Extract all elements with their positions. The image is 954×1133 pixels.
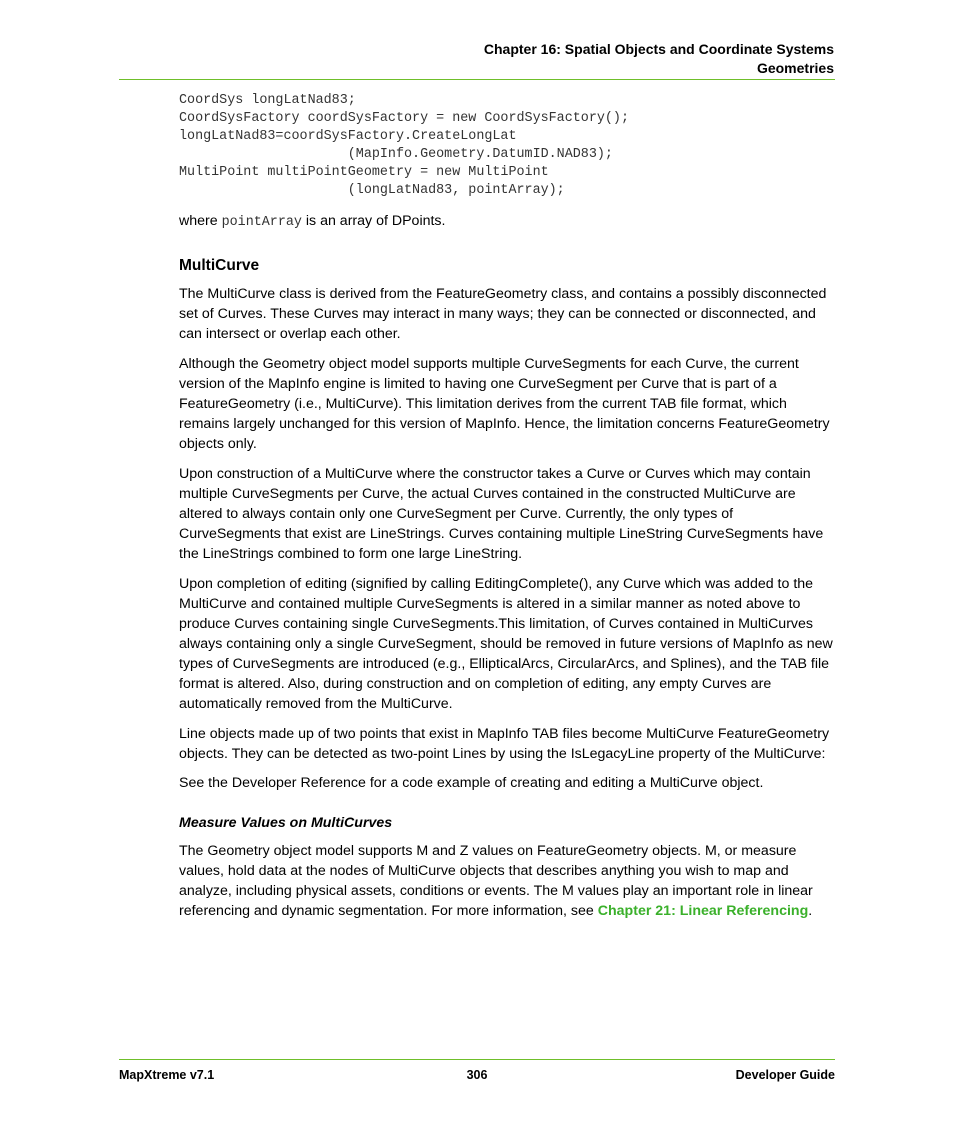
code-line: longLatNad83=coordSysFactory.CreateLongLat [179, 129, 517, 144]
paragraph: The MultiCurve class is derived from the FeatureGeometry class, and contains a possibly disconnected set of Curves. These Curves may interact in many ways; they can be connected or disconnected, and can intersect or overlap each other. [179, 286, 827, 342]
code-block [179, 92, 835, 200]
page-header [134, 40, 834, 78]
section-heading-multicurve: MultiCurve [179, 257, 260, 274]
paragraph: See the Developer Reference for a code example of creating and editing a MultiCurve object. [179, 775, 764, 791]
header-section: Geometries [756, 60, 834, 76]
code-line: (longLatNad83, pointArray); [179, 183, 565, 198]
paragraph: Although the Geometry object model supports multiple CurveSegments for each Curve, the current version of the MapInfo engine is limited to having one CurveSegment per Curve that is part of a FeatureGeometry (i.e., MultiCurve). This limitation derives from the current TAB file format, which remains largely unchanged for this version of MapInfo. Hence, the limitation concerns FeatureGeometry objects only. [179, 356, 830, 452]
paragraph: Line objects made up of two points that exist in MapInfo TAB files become MultiCurve FeatureGeometry objects. They can be detected as two-point Lines by using the IsLegacyLine property of the MultiCurve: [179, 726, 830, 762]
footer-guide: Developer Guide [735, 1068, 835, 1082]
paragraph: Upon completion of editing (signified by calling EditingComplete(), any Curve which was added to the MultiCurve and contained multiple CurveSegments is altered in a similar manner as noted above to produce Curves containing single CurveSegments.This limitation, of Curves contained in MultiCurves always containing only a single CurveSegment, should be removed in future versions of MapInfo as new types of CurveSegments are introduced (e.g., EllipticalArcs, CircularArcs, and Splines), and the TAB file format is altered. Also, during construction and on completion of editing, any empty Curves are automatically removed from the MultiCurve. [179, 576, 833, 712]
inline-code: pointArray [221, 215, 302, 230]
header-chapter: Chapter 16: Spatial Objects and Coordinate Systems [483, 41, 834, 57]
code-line: CoordSys longLatNad83; [179, 93, 356, 108]
subsection-heading-measure: Measure Values on MultiCurves [179, 815, 393, 831]
header-rule [119, 79, 835, 80]
code-line: (MapInfo.Geometry.DatumID.NAD83); [179, 147, 613, 162]
paragraph: The Geometry object model supports M and Z values on FeatureGeometry objects. M, or measure values, hold data at the nodes of MultiCurve objects that describes anything you wish to map and analyze, including physical assets, conditions or events. The M values play an important role in linear referencing and dynamic segmentation. For more information, see Chapter 21: Linear Referencing. [179, 843, 813, 919]
page-content [179, 92, 835, 921]
paragraph: Upon construction of a MultiCurve where the constructor takes a Curve or Curves which may contain multiple CurveSegments per Curve, the actual Curves contained in the constructed MultiCurve are altered to always contain only one CurveSegment per Curve. Currently, the only types of CurveSegments that exist are LineStrings. Curves containing multiple LineString CurveSegments have the LineStrings combined to form one large LineString. [179, 466, 824, 562]
where-paragraph: where pointArray is an array of DPoints. [179, 213, 446, 230]
chapter-21-link[interactable]: Chapter 21: Linear Referencing [597, 903, 809, 919]
footer-rule [119, 1059, 835, 1060]
footer-product: MapXtreme v7.1 [119, 1068, 215, 1082]
code-line: MultiPoint multiPointGeometry = new MultiPoint [179, 165, 549, 180]
footer-page-number: 306 [466, 1068, 488, 1082]
code-line: CoordSysFactory coordSysFactory = new CoordSysFactory(); [179, 111, 629, 126]
